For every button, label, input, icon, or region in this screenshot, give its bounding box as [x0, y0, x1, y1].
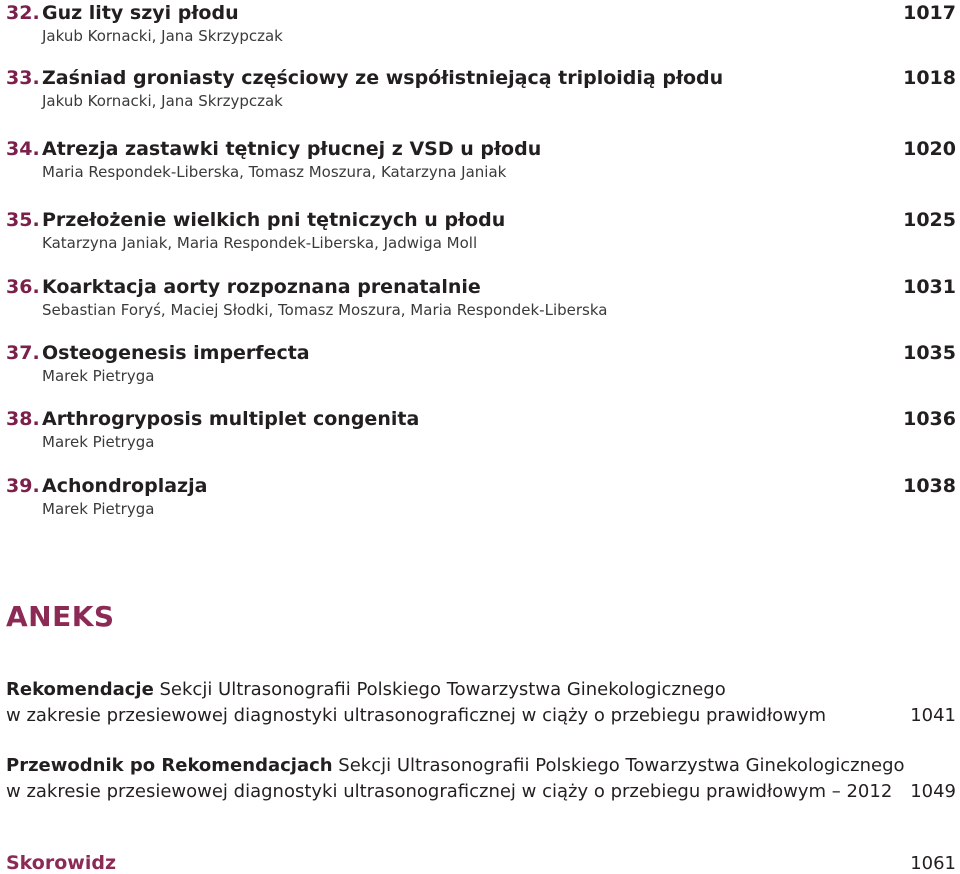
entry-authors: Jakub Kornacki, Jana Skrzypczak — [42, 27, 283, 45]
toc-entry — [6, 342, 956, 385]
entry-title: 39. Achondroplazja — [6, 475, 208, 497]
entry-page: 1018 — [903, 67, 956, 89]
toc-entry — [6, 408, 956, 451]
rekomendacje-line-1: Rekomendacje Sekcji Ultrasonografii Polskiego Towarzystwa Ginekologicznego — [6, 679, 726, 700]
entry-title: 38. Arthrogryposis multiplet congenita — [6, 408, 420, 430]
entry-authors: Sebastian Foryś, Maciej Słodki, Tomasz Moszura, Maria Respondek-Liberska — [42, 301, 608, 319]
rekomendacje-line-2: w zakresie przesiewowej diagnostyki ultrasonograficznej w ciąży o przebiegu prawidłowym 1041 — [6, 703, 956, 729]
toc-entry — [6, 209, 956, 252]
przewodnik-entry — [6, 753, 956, 805]
entry-title: 35. Przełożenie wielkich pni tętniczych u płodu — [6, 209, 506, 231]
rekomendacje-entry — [6, 677, 956, 729]
entry-page: 1020 — [903, 138, 956, 160]
entry-authors: Marek Pietryga — [42, 367, 155, 385]
skorowidz-page: 1061 — [910, 853, 956, 874]
entry-page: 1035 — [903, 342, 956, 364]
entry-number: 36. — [6, 276, 40, 298]
entry-title: 37. Osteogenesis imperfecta — [6, 342, 310, 364]
toc-entry — [6, 276, 956, 319]
entry-title: 36. Koarktacja aorty rozpoznana prenatalnie — [6, 276, 481, 298]
entry-number: 33. — [6, 67, 40, 89]
entry-page: 1025 — [903, 209, 956, 231]
toc-entry — [6, 138, 956, 181]
przewodnik-line-1: Przewodnik po Rekomendacjach Sekcji Ultrasonografii Polskiego Towarzystwa Ginekologicznego — [6, 755, 905, 776]
entry-title: 34. Atrezja zastawki tętnicy płucnej z VSD u płodu — [6, 138, 542, 160]
entry-authors: Marek Pietryga — [42, 500, 155, 518]
rekomendacje-bold: Rekomendacje — [6, 679, 154, 700]
entry-title: 33. Zaśniad groniasty częściowy ze współistniejącą triploidią płodu — [6, 67, 724, 89]
entry-authors: Marek Pietryga — [42, 433, 155, 451]
entry-page: 1031 — [903, 276, 956, 298]
toc-entry — [6, 475, 956, 518]
entry-authors: Maria Respondek-Liberska, Tomasz Moszura, Katarzyna Janiak — [42, 163, 507, 181]
entry-number: 39. — [6, 475, 40, 497]
entry-number: 34. — [6, 138, 40, 160]
entry-number: 37. — [6, 342, 40, 364]
toc-entry — [6, 67, 956, 110]
entry-authors: Jakub Kornacki, Jana Skrzypczak — [42, 92, 283, 110]
przewodnik-page: 1049 — [910, 781, 956, 802]
entry-number: 38. — [6, 408, 40, 430]
entry-title: 32. Guz lity szyi płodu — [6, 2, 239, 24]
entry-page: 1017 — [903, 2, 956, 24]
toc-entry — [6, 2, 956, 45]
przewodnik-line-2: w zakresie przesiewowej diagnostyki ultrasonograficznej w ciąży o przebiegu prawidłowym – 2012 1049 — [6, 779, 956, 805]
aneks-heading: ANEKS — [6, 600, 115, 633]
entry-number: 32. — [6, 2, 40, 24]
entry-authors: Katarzyna Janiak, Maria Respondek-Liberska, Jadwiga Moll — [42, 234, 478, 252]
rekomendacje-page: 1041 — [910, 705, 956, 726]
skorowidz-entry — [6, 852, 956, 874]
entry-page: 1036 — [903, 408, 956, 430]
skorowidz-label: Skorowidz — [6, 852, 117, 874]
entry-number: 35. — [6, 209, 40, 231]
przewodnik-bold: Przewodnik po Rekomendacjach — [6, 755, 333, 776]
entry-page: 1038 — [903, 475, 956, 497]
